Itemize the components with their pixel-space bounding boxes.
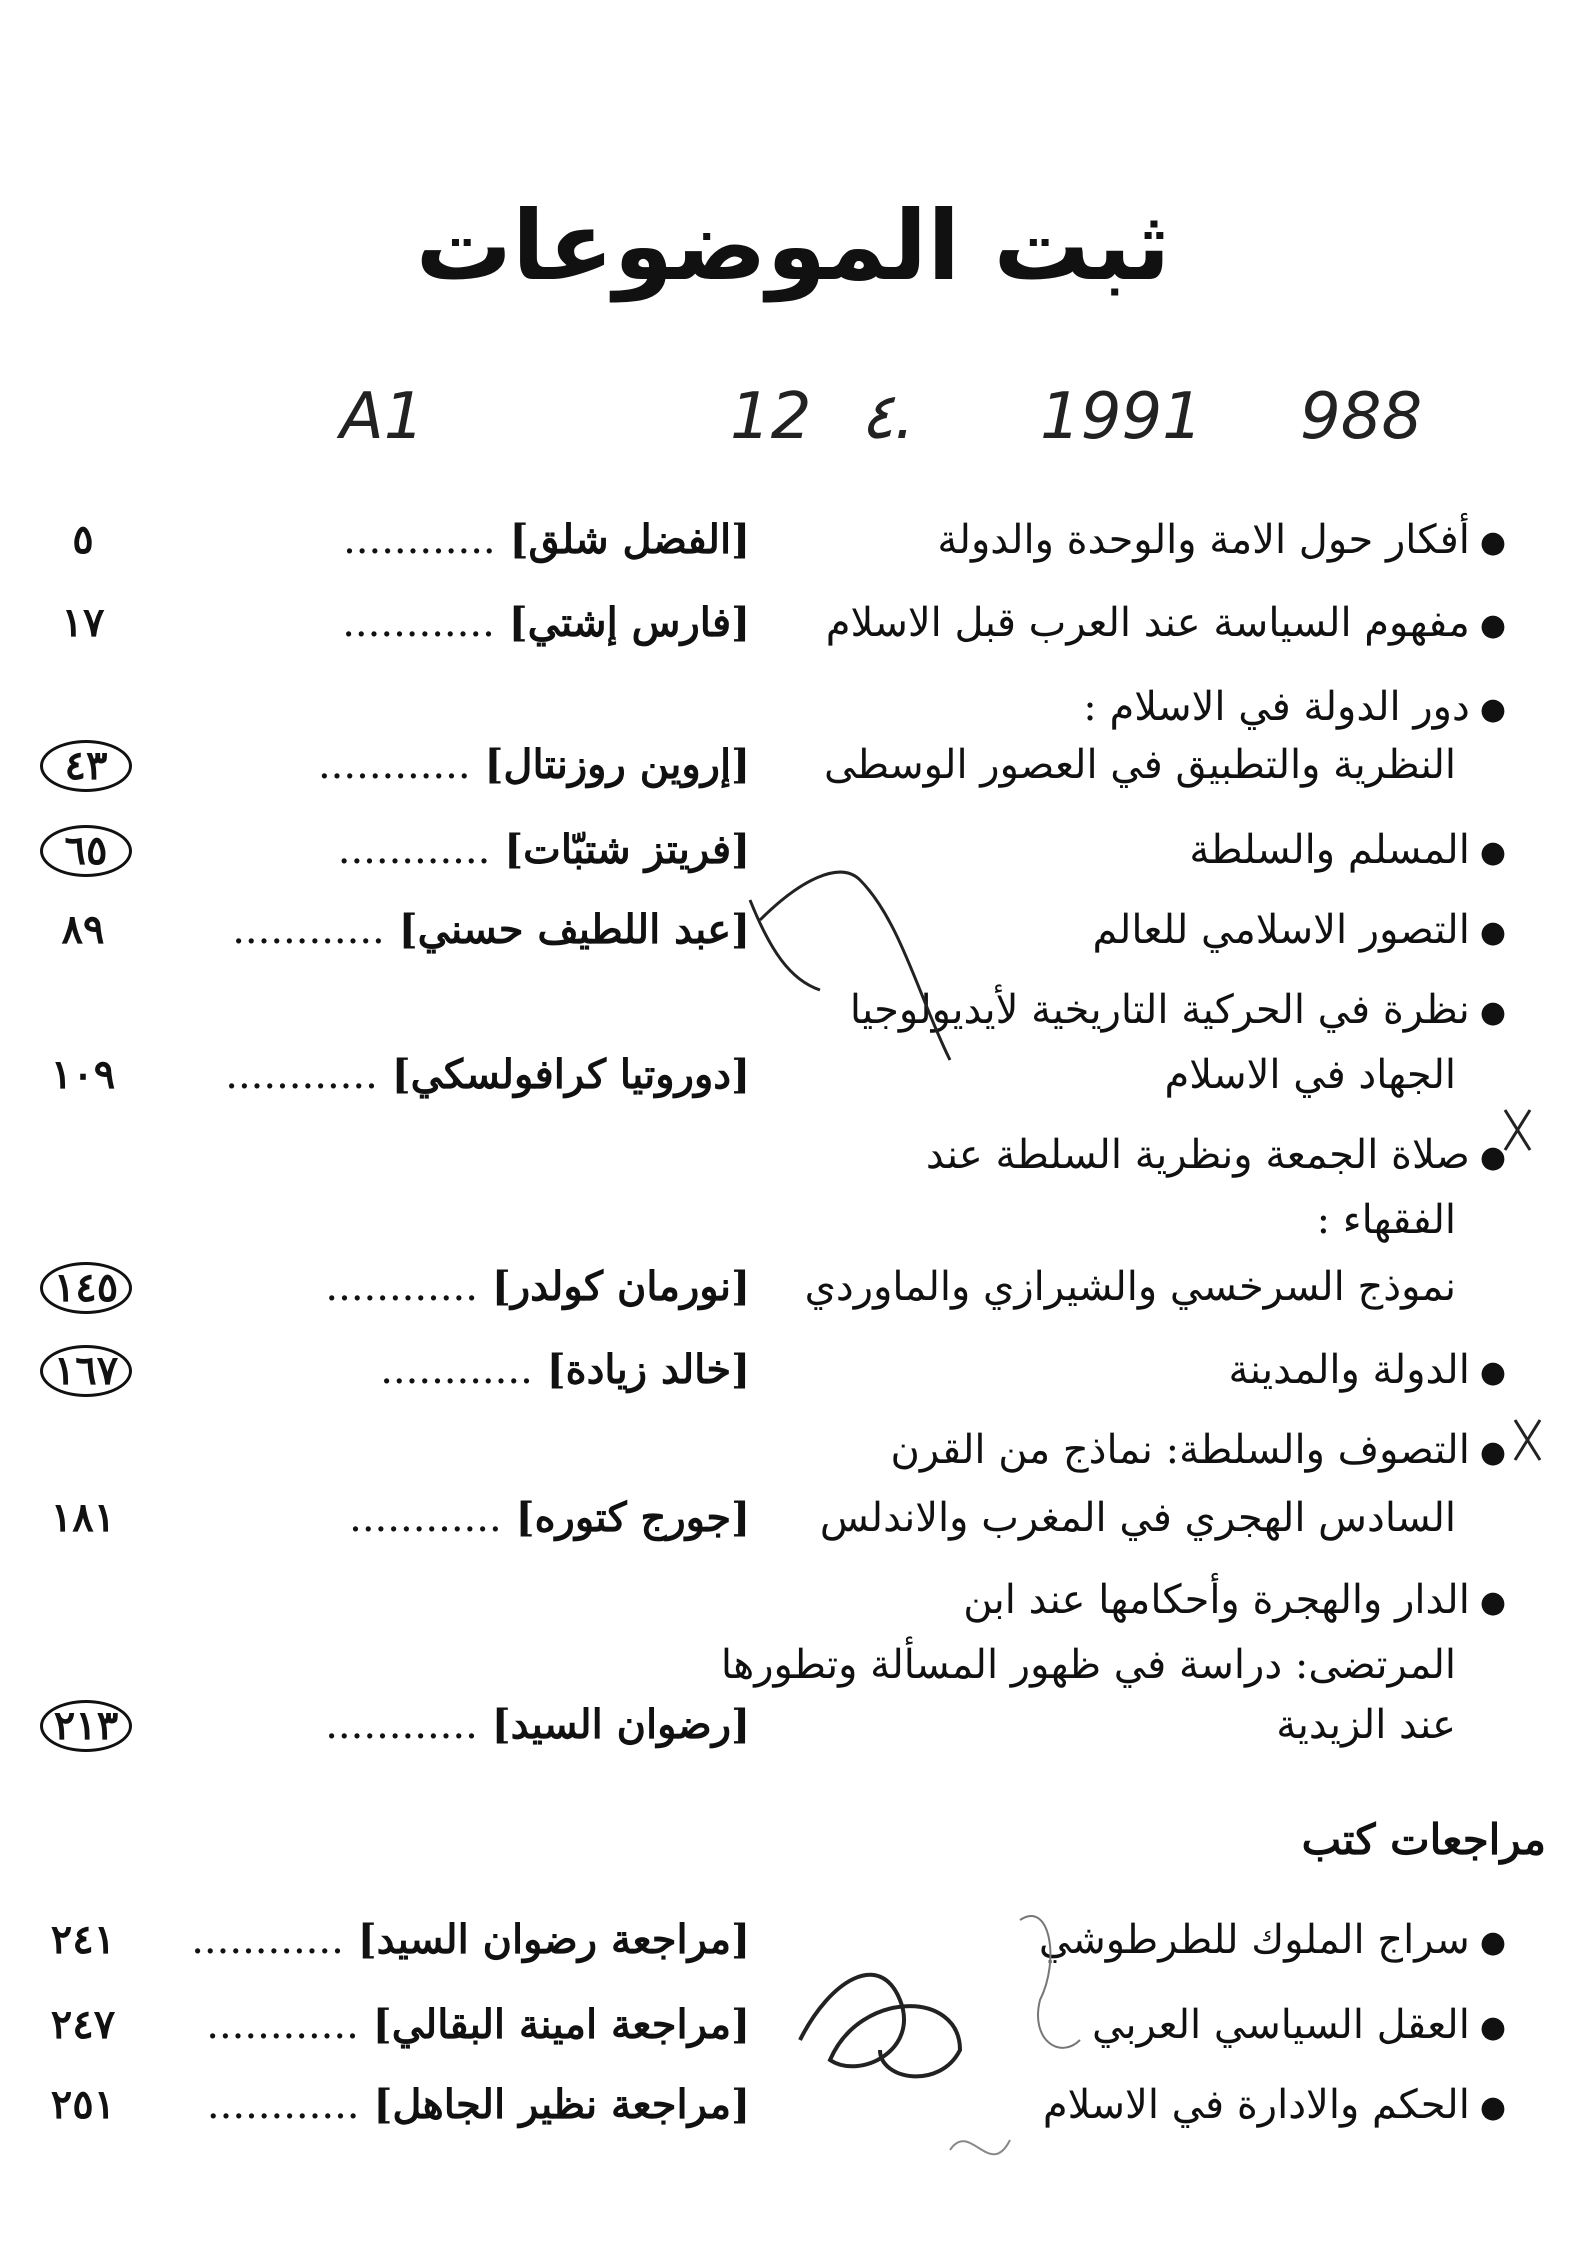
reviews-heading: مراجعات كتب [1301,1815,1546,1864]
entry-author: [رضوان السيد] ............ [325,1701,750,1748]
review-page-number: ٢٥١ [50,2081,116,2128]
bullet-icon: ● [1479,1140,1506,1175]
entry-author: [فريتز شتبّات] ............ [337,826,750,873]
entry-page-number-circled: ٢١٣ [40,1700,132,1752]
bullet-icon: ● [1479,835,1506,870]
handwritten-year: 1991 [1040,380,1203,454]
bullet-icon: ● [1479,995,1506,1030]
entry-title: ●صلاة الجمعة ونظرية السلطة عند [925,1132,1506,1178]
entry-title: ●أفكار حول الامة والوحدة والدولة [937,517,1506,563]
bullet-icon: ● [1479,525,1506,560]
bullet-icon: ● [1479,2010,1506,2045]
bullet-icon: ● [1479,2090,1506,2125]
entry-title-continued: عند الزيدية [1276,1702,1456,1748]
entry-page-number: ٥ [72,516,94,563]
entry-author: [فارس إشتي] ............ [342,599,750,646]
entry-title: ●مفهوم السياسة عند العرب قبل الاسلام [825,600,1506,646]
review-title: ●الحكم والادارة في الاسلام [1042,2082,1506,2128]
bullet-icon: ● [1479,915,1506,950]
entry-title: ●التصور الاسلامي للعالم [1092,907,1506,953]
bullet-icon: ● [1479,608,1506,643]
bullet-icon: ● [1479,692,1506,727]
entry-title-continued: الفقهاء : [1316,1197,1456,1243]
review-author: [مراجعة نظير الجاهل] ............ [206,2081,750,2128]
entry-author: [نورمان كولدر] ............ [325,1263,750,1310]
handwritten-code: A1 [340,380,425,454]
entry-title: ●نظرة في الحركية التاريخية لأيديولوجيا [849,987,1506,1033]
entry-title: ●المسلم والسلطة [1189,827,1506,873]
entry-page-number: ١٨١ [50,1494,116,1541]
entry-title: ●الدولة والمدينة [1228,1347,1506,1393]
review-author: [مراجعة امينة البقالي] ............ [206,2001,750,2048]
handwritten-number-3: 988 [1300,380,1423,454]
entry-title: ●التصوف والسلطة: نماذج من القرن [890,1427,1506,1473]
entry-page-number-circled: ٦٥ [40,825,132,877]
entry-page-number-circled: ١٦٧ [40,1345,132,1397]
handwritten-number-1: 12 [730,380,812,454]
review-title: ●العقل السياسي العربي [1092,2002,1506,2048]
review-page-number: ٢٤١ [50,1916,116,1963]
entry-author: [إروين روزنتال] ............ [317,741,750,788]
bullet-icon: ● [1479,1355,1506,1390]
entry-author: [عبد اللطيف حسني] ............ [232,906,750,953]
review-page-number: ٢٤٧ [50,2001,116,2048]
entry-author: [جورج كتوره] ............ [349,1494,750,1541]
entry-page-number-circled: ١٤٥ [40,1262,132,1314]
entry-title-continued: المرتضى: دراسة في ظهور المسألة وتطورها [720,1642,1456,1688]
bullet-icon: ● [1479,1435,1506,1470]
bullet-icon: ● [1479,1585,1506,1620]
entry-page-number-circled: ٤٣ [40,740,132,792]
entry-title: ●دور الدولة في الاسلام : [1083,684,1506,730]
page-title: ثبت الموضوعات [415,190,1171,302]
entry-author: [خالد زيادة] ............ [380,1346,750,1393]
entry-title-continued: نموذج السرخسي والشيرازي والماوردي [804,1264,1456,1310]
entry-author: [الفضل شلق] ............ [343,516,750,563]
entry-title-continued: الجهاد في الاسلام [1164,1052,1456,1098]
entry-author: [دوروتيا كرافولسكي] ............ [225,1051,750,1098]
entry-page-number: ١٠٩ [50,1051,116,1098]
entry-page-number: ١٧ [61,599,105,646]
entry-title: ●الدار والهجرة وأحكامها عند ابن [963,1577,1506,1623]
review-title: ●سراج الملوك للطرطوشي [1038,1917,1506,1963]
entry-page-number: ٨٩ [61,906,105,953]
entry-title-continued: النظرية والتطبيق في العصور الوسطى [823,742,1456,788]
review-author: [مراجعة رضوان السيد] ............ [191,1916,750,1963]
handwritten-number-2: ٤. [860,380,915,454]
bullet-icon: ● [1479,1925,1506,1960]
entry-title-continued: السادس الهجري في المغرب والاندلس [819,1495,1456,1541]
